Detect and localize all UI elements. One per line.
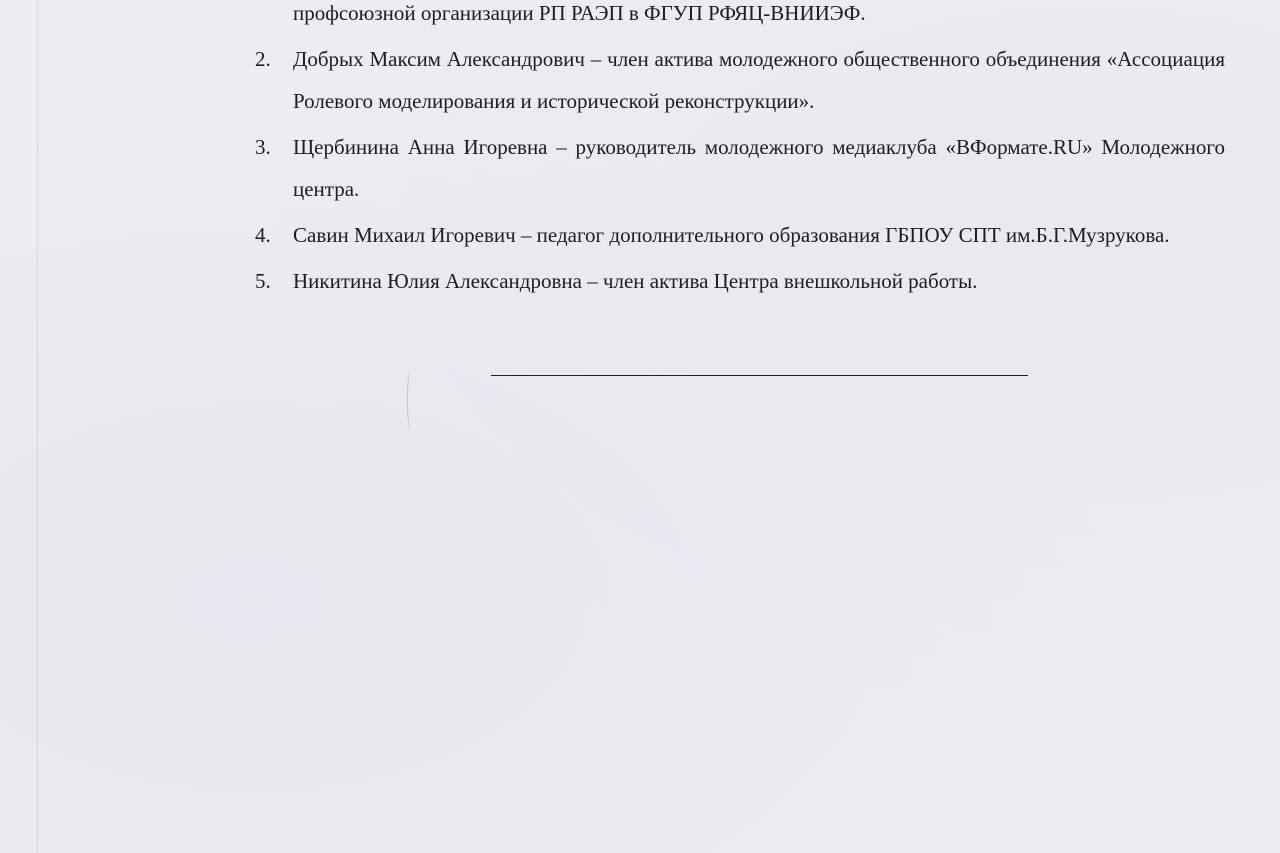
document-body bbox=[255, 0, 1225, 302]
list-item bbox=[255, 126, 1225, 210]
continuation-line: профсоюзной организации РП РАЭП в ФГУП РФЯЦ-ВНИИЭФ. bbox=[293, 1, 866, 25]
list-item-number: 4. bbox=[255, 223, 271, 247]
page-left-edge bbox=[37, 0, 38, 853]
list-item-text: Савин Михаил Игоревич – педагог дополнительного образования ГБПОУ СПТ им.Б.Г.Музрукова. bbox=[293, 223, 1170, 247]
list-item-number: 2. bbox=[255, 47, 271, 71]
list-item bbox=[255, 260, 1225, 302]
list-item bbox=[255, 214, 1225, 256]
separator-line bbox=[491, 375, 1028, 376]
list-item bbox=[255, 38, 1225, 122]
list-item-number: 3. bbox=[255, 135, 271, 159]
list-item-text: Щербинина Анна Игоревна – руководитель молодежного медиаклуба «ВФормате.RU» Молодежного центра. bbox=[293, 135, 1225, 201]
members-list bbox=[255, 38, 1225, 302]
list-item-text: Никитина Юлия Александровна – член актива Центра внешкольной работы. bbox=[293, 269, 978, 293]
list-item-text: Добрых Максим Александрович – член актива молодежного общественного объединения «Ассоциация Ролевого моделирования и исторической реконструкции». bbox=[293, 47, 1225, 113]
paper-crease-mark bbox=[407, 370, 414, 430]
list-item-number: 5. bbox=[255, 269, 271, 293]
